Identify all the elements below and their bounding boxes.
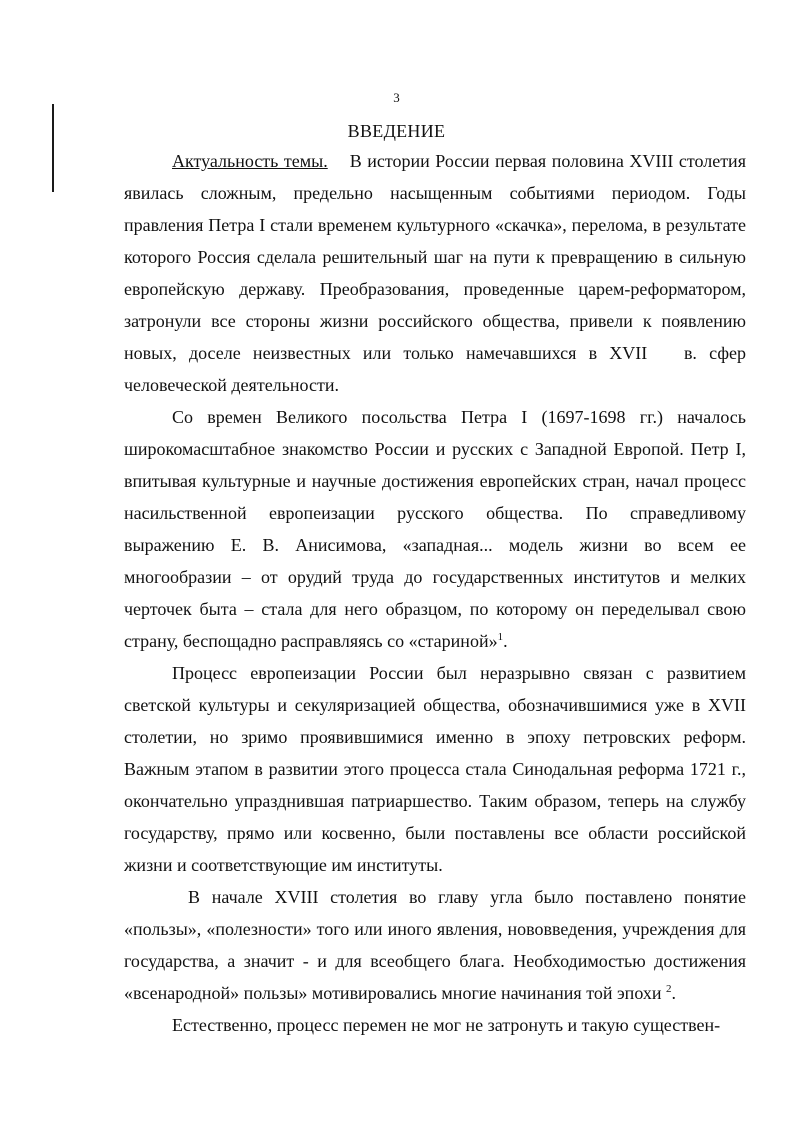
paragraph-text: Естественно, процесс перемен не мог не затронуть и такую существен-	[172, 1015, 721, 1035]
body-text	[124, 145, 746, 1041]
paragraph-5	[124, 1009, 746, 1041]
footnote-ref-1: 1	[497, 631, 504, 643]
paragraph-tail: .	[671, 983, 677, 1003]
margin-scan-line	[52, 104, 54, 192]
paragraph-2	[124, 401, 746, 657]
paragraph-3	[124, 657, 746, 881]
page-number: 3	[393, 90, 400, 105]
paragraph-4	[124, 881, 746, 1009]
paragraph-text: Процесс европеизации России был неразрывно связан с развитием светской культуры и секуляризацией общества, обозначившимися уже в XVII столетии, но зримо проявившимися именно в эпоху петровских реформ. Важным этапом в развитии этого процесса стала Синодальная реформа 1721 г., окончательно упразднившая патриаршество. Таким образом, теперь на службу государству, прямо или косвенно, были поставлены все области российской жизни и соответствующие им институты.	[124, 663, 746, 875]
paragraph-tail: в. сфер человеческой деятельности.	[124, 343, 747, 395]
paragraph-1	[124, 145, 746, 401]
paragraph-text: В начале XVIII столетия во главу угла было поставлено понятие «пользы», «полезности» того или иного явления, нововведения, учреждения для государства, а значит - и для всеобщего блага. Необходимостью достижения «всенародной» пользы» мотивировались многие начинания той эпохи	[124, 887, 746, 1003]
page-title: ВВЕДЕНИЕ	[347, 121, 446, 141]
paragraph-tail: .	[503, 631, 508, 651]
paragraph-text: Со времен Великого посольства Петра I (1697-1698 гг.) началось широкомасштабное знакомство России и русских с Западной Европой. Петр I, впитывая культурные и научные достижения европейских стран, начал процесс насильственной европеизации русского общества. По справедливому выражению Е. В. Анисимова, «западная... модель жизни во всем ее многообразии – от орудий труда до государственных институтов и мелких черточек быта – стала для него образцом, по которому он переделывал свою страну, беспощадно расправляясь со «стариной»	[124, 407, 746, 651]
paragraph-lead: Актуальность темы.	[172, 151, 328, 171]
paragraph-text: В истории России первая половина XVIII столетия явилась сложным, предельно насыщенным событиями периодом. Годы правления Петра I стали временем культурного «скачка», перелома, в результате которого Россия сделала решительный шаг на пути к превращению в сильную европейскую державу. Преобразования, проведенные царем-реформатором, затронули все стороны жизни российского общества, привели к появлению новых, доселе неизвестных или только намечавшихся в XVII	[124, 151, 746, 363]
footnote-ref-2: 2	[666, 983, 672, 995]
